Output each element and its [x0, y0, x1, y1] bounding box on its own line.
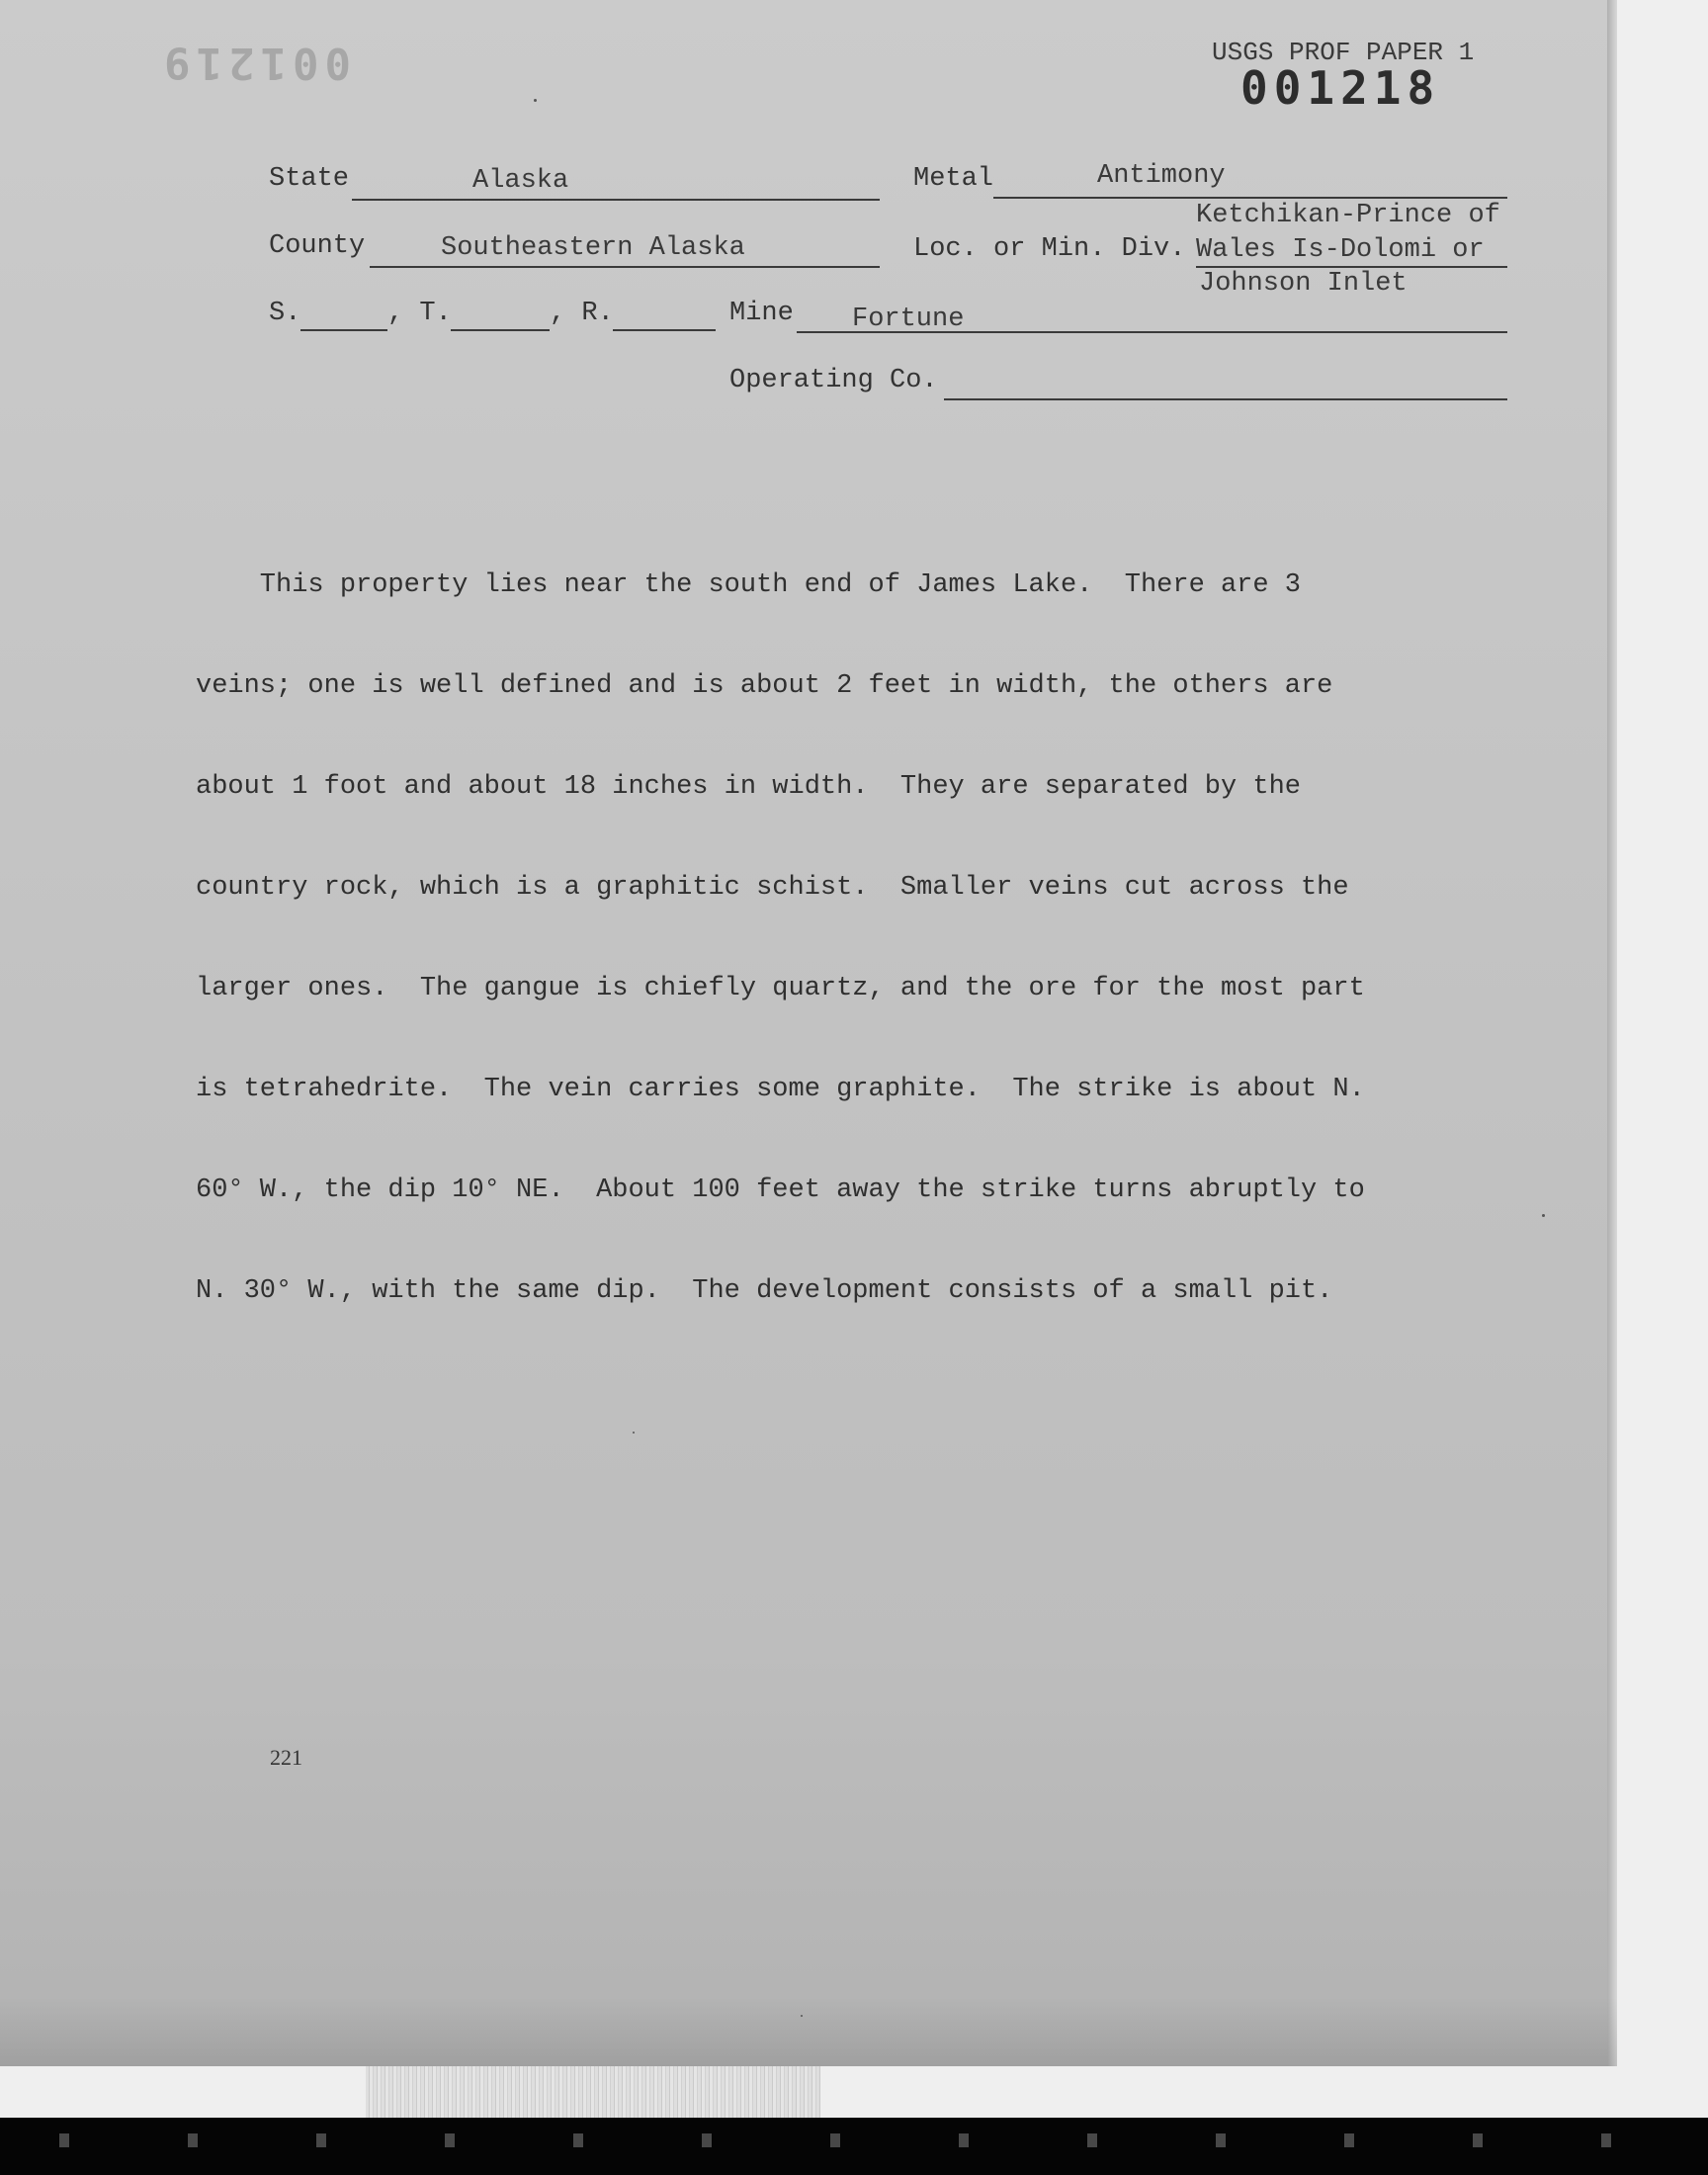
division-value-line1: Ketchikan-Prince of	[1196, 201, 1500, 230]
state-rule	[352, 199, 880, 201]
paragraph-line: is tetrahedrite. The vein carries some graphite. The strike is about N.	[196, 1075, 1365, 1104]
page-edge	[1607, 0, 1617, 2066]
operating-company-label: Operating Co.	[729, 366, 938, 395]
series-label: USGS PROF PAPER 1	[1212, 38, 1475, 67]
mirrored-stamp: 001219	[158, 38, 351, 88]
metal-label: Metal	[913, 164, 994, 194]
state-label: State	[269, 164, 350, 194]
scan-speck	[534, 99, 537, 102]
section-rule	[300, 329, 387, 331]
paragraph-line: country rock, which is a graphitic schist. Smaller veins cut across the	[196, 873, 1349, 903]
division-value-line3: Johnson Inlet	[1199, 269, 1408, 299]
metal-value: Antimony	[1097, 161, 1226, 191]
scanner-strip	[366, 2066, 820, 2118]
township-rule	[451, 329, 550, 331]
metal-rule	[993, 197, 1507, 199]
page-number: 221	[270, 1745, 302, 1770]
paragraph-line: N. 30° W., with the same dip. The development consists of a small pit.	[196, 1276, 1333, 1306]
county-rule	[370, 266, 880, 268]
scan-speck	[1542, 1214, 1545, 1217]
operating-company-rule	[944, 398, 1507, 400]
page-shadow	[0, 1997, 1617, 2066]
mine-value: Fortune	[852, 304, 965, 334]
paragraph-line: larger ones. The gangue is chiefly quartz, and the ore for the most part	[196, 974, 1365, 1003]
document-number: 001218	[1240, 61, 1441, 115]
paragraph-line: 60° W., the dip 10° NE. About 100 feet away the strike turns abruptly to	[196, 1175, 1365, 1205]
range-rule	[613, 329, 716, 331]
township-label: , T.	[387, 299, 452, 328]
county-label: County	[269, 231, 366, 261]
description-paragraph	[196, 501, 1451, 1375]
section-label: S.	[269, 299, 301, 328]
state-value: Alaska	[472, 166, 569, 196]
paragraph-line: This property lies near the south end of James Lake. There are 3	[196, 570, 1301, 600]
division-value-line2: Wales Is-Dolomi or	[1196, 235, 1485, 265]
division-label: Loc. or Min. Div.	[913, 234, 1186, 264]
county-value: Southeastern Alaska	[441, 233, 745, 263]
scan-speck	[633, 1432, 635, 1434]
range-label: , R.	[550, 299, 614, 328]
paragraph-line: veins; one is well defined and is about 2 feet in width, the others are	[196, 671, 1333, 701]
scan-speck	[801, 2015, 803, 2017]
division-rule	[1196, 266, 1507, 268]
paragraph-line: about 1 foot and about 18 inches in width. They are separated by the	[196, 772, 1301, 802]
mine-label: Mine	[729, 299, 794, 328]
